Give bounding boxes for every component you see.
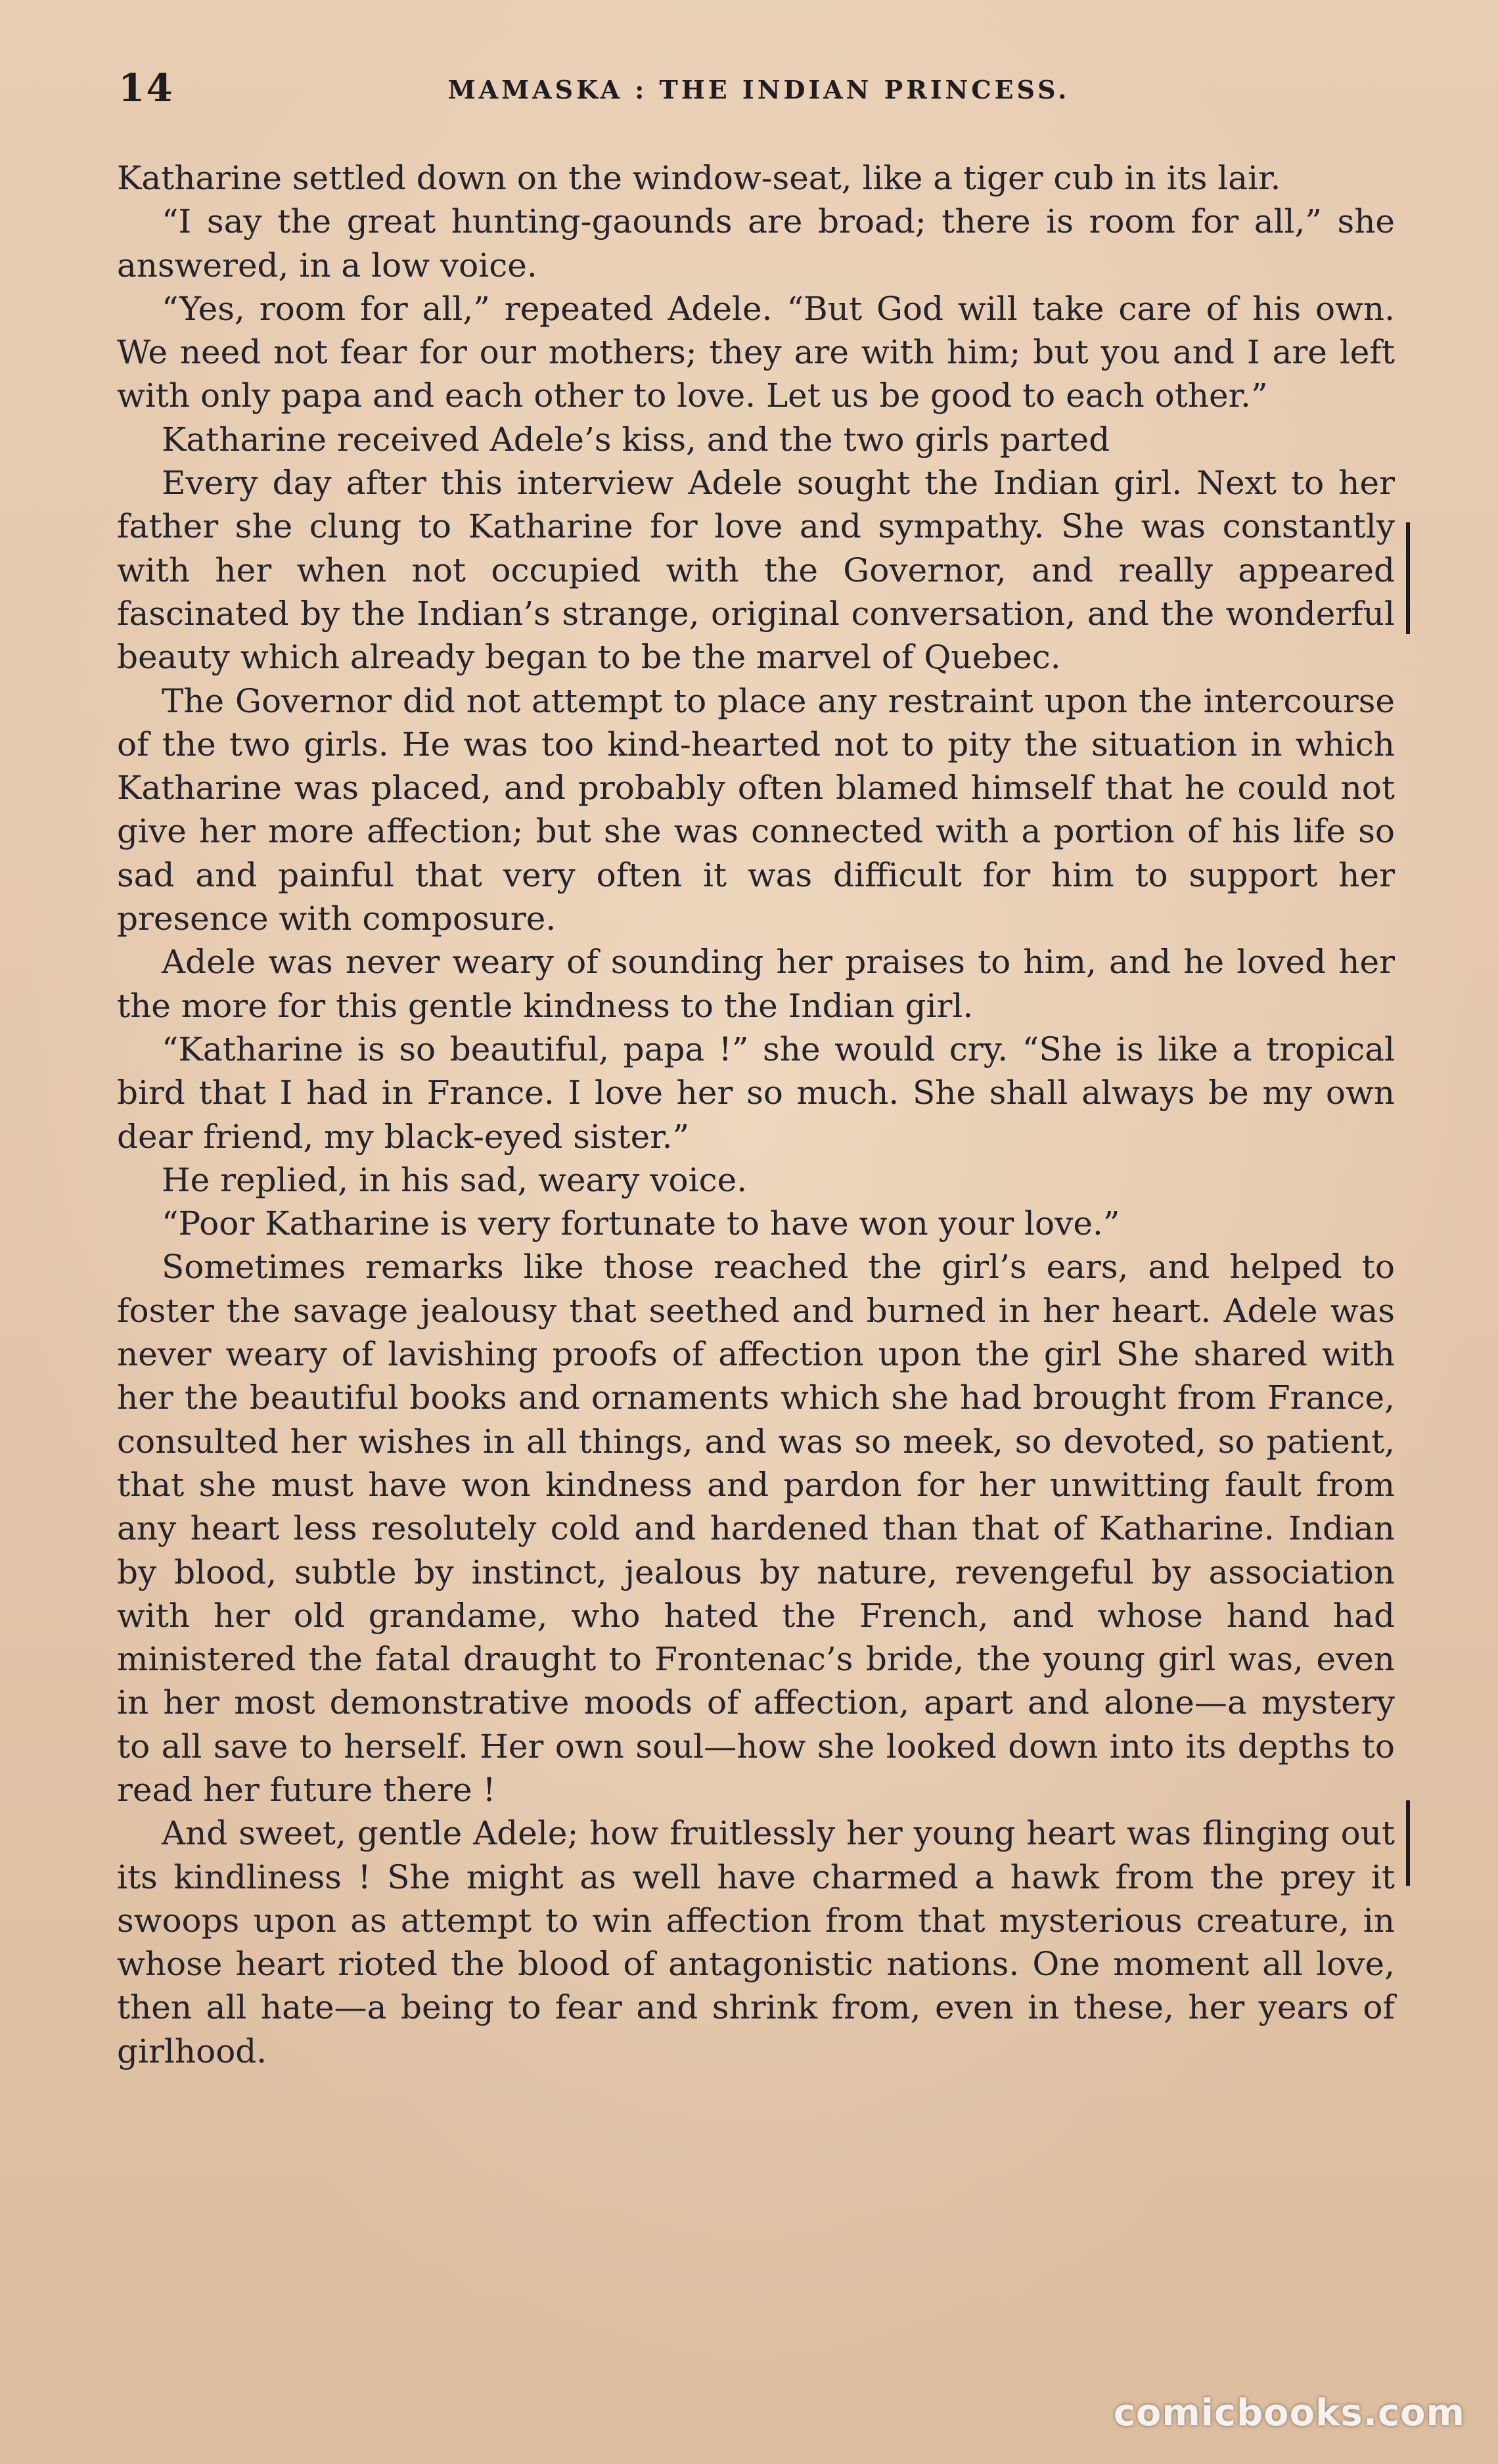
running-title: MAMASKA : THE INDIAN PRINCESS. (447, 75, 1070, 104)
paragraph-8: “Katharine is so beautiful, papa !” she would cry. “She is like a tropical bird that I had in France. I love her so much. She shall always be my own dear friend, my black-eyed sister.” (117, 1030, 1395, 1156)
paragraph-2: “I say the great hunting-gaounds are broad; there is room for all,” she answered, in a low voice. (117, 202, 1395, 285)
margin-bar-lower (1406, 1800, 1410, 1886)
paragraph-11: Sometimes remarks like those reached the girl’s ears, and helped to foster the savage jealousy that seethed and burned in her heart. Adele was never weary of lavishing proofs of affection upon the girl She shared with her the beautiful books and ornaments which she had brought from France, consulted her wishes in all things, and was so meek, so devoted, so patient, that she must have won kindness and pardon for her unwitting fault from any heart less resolutely cold and hardened than that of Katharine. Indian by blood, subtle by instinct, jealous by nature, revengeful by association with her old grandame, who hated the French, and whose hand had ministered the fatal draught to Frontenac’s bride, the young girl was, even in her most demonstrative moods of affection, apart and alone—a mystery to all save to herself. Her own soul—how she looked down into its depths to read her future there ! (117, 1248, 1395, 1809)
site-watermark: comicbooks.com (1113, 2392, 1465, 2434)
body-text (117, 156, 1395, 2073)
page-header (118, 66, 1399, 118)
paragraph-5: Every day after this interview Adele sought the Indian girl. Next to her father she clung to Katharine for love and sympathy. She was constantly with her when not occupied with the Governor, and really appeared fascinated by the Indian’s strange, original conversation, and the wonderful beauty which already began to be the marvel of Quebec. (117, 464, 1395, 677)
paragraph-6: The Governor did not attempt to place any restraint upon the intercourse of the two girls. He was too kind-hearted not to pity the situation in which Katharine was placed, and probably often blamed himself that he could not give her more affection; but she was connected with a portion of his life so sad and painful that very often it was difficult for him to support her presence with composure. (117, 681, 1395, 938)
paragraph-3: “Yes, room for all,” repeated Adele. “But God will take care of his own. We need not fear for our mothers; they are with him; but you and I are left with only papa and each other to love. Let us be good to each other.” (117, 289, 1395, 415)
page-number: 14 (118, 66, 174, 110)
paragraph-4: Katharine received Adele’s kiss, and the two girls parted (162, 420, 1110, 459)
margin-bar-upper (1406, 522, 1410, 634)
paragraph-1: Katharine settled down on the window-seat, like a tiger cub in its lair. (117, 159, 1281, 197)
paragraph-9: He replied, in his sad, weary voice. (162, 1160, 748, 1199)
paragraph-7: Adele was never weary of sounding her praises to him, and he loved her the more for this gentle kindness to the Indian girl. (117, 943, 1395, 1025)
paragraph-12: And sweet, gentle Adele; how fruitlessly her young heart was flinging out its kindliness ! She might as well have charmed a hawk from the prey it swoops upon as attempt to win affection from that mysterious creature, in whose heart rioted the blood of antagonistic nations. One moment all love, then all hate—a being to fear and shrink from, even in these, her years of girlhood. (117, 1814, 1395, 2070)
paragraph-10: “Poor Katharine is very fortunate to have won your love.” (162, 1204, 1120, 1243)
